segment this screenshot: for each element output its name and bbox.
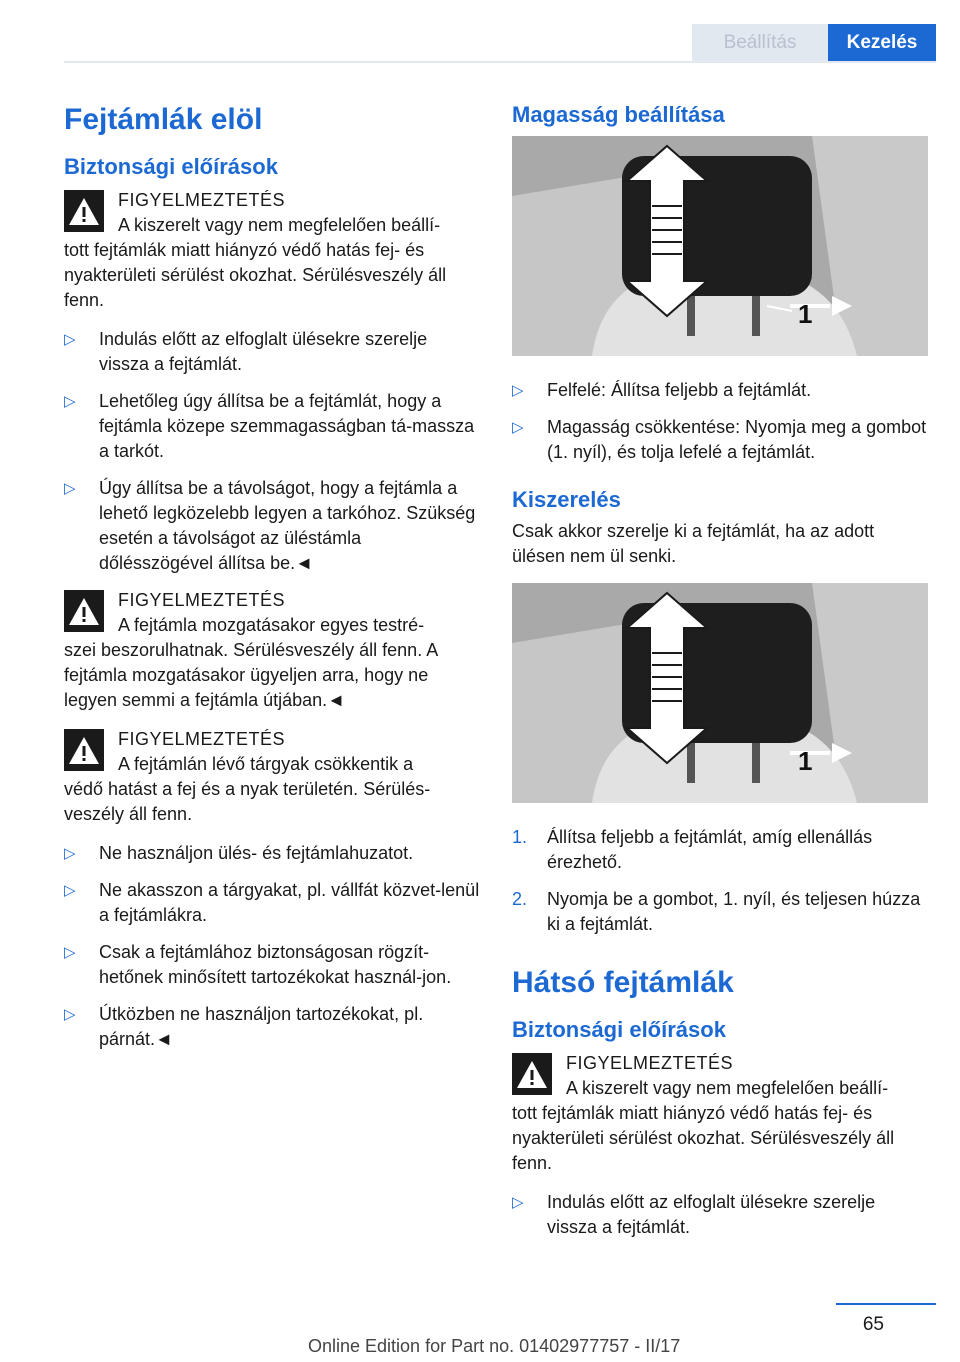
step-number: 2. [512,889,528,909]
tab-kezeles[interactable]: Kezelés [828,24,936,62]
warning-text: tott fejtámlák miatt hiányzó védő hatás fej- és nyakterületi sérülést okozhat. Sérülésveszély áll fenn. [64,240,447,310]
bullet-icon: ▷ [64,480,76,497]
warning-title: FIGYELMEZTETÉS [118,590,286,610]
warning-icon [512,1053,552,1095]
warning-icon [64,190,104,232]
warning-text: szei beszorulhatnak. Sérülésveszély áll fenn. A fejtámla mozgatásakor ügyeljen arra, hogy ne legyen semmi a fejtámla útjában.◄ [64,640,438,710]
warning-block [512,1051,928,1176]
bullet-icon: ▷ [64,1006,76,1023]
warning-title: FIGYELMEZTETÉS [118,729,286,749]
section-heading-removal: Kiszerelés [512,487,621,512]
section-title: Hátsó fejtámlák [512,966,734,999]
warning-block [64,727,480,827]
list-item: ▷ Úgy állítsa be a távolságot, hogy a fejtámla a lehető legközelebb legyen a tarkóhoz. Szükség esetén a távolságot az üléstámla dőlésszögével állítsa be.◄ [64,476,480,576]
header-divider [64,61,936,63]
header-tabs [692,24,936,62]
photo-callout-1: 1 [798,299,813,329]
section-subtitle: Biztonsági előírások [64,154,278,179]
warning-title: FIGYELMEZTETÉS [566,1053,734,1073]
photo-callout-1: 1 [798,746,813,776]
list-item: ▷ Ne használjon ülés- és fejtámlahuzatot. [64,841,480,866]
removal-text: Csak akkor szerelje ki a fejtámlát, ha az adott ülésen nem ül senki. [512,521,875,566]
warning-text-first: A kiszerelt vagy nem megfelelően beállí- [566,1078,889,1098]
bullet-icon: ▷ [64,845,76,862]
bullet-list [512,1190,928,1240]
warning-icon [64,729,104,771]
list-item: ▷ Ne akasszon a tárgyakat, pl. vállfát közvet-lenül a fejtámlákra. [64,878,480,928]
headrest-height-photo [512,136,928,356]
step-number: 1. [512,827,528,847]
list-item: 1. Állítsa feljebb a fejtámlát, amíg ellenállás érezhető. [512,825,928,875]
list-item: ▷ Magasság csökkentése: Nyomja meg a gombot (1. nyíl), és tolja lefelé a fejtámlát. [512,415,928,465]
list-item: ▷ Lehetőleg úgy állítsa be a fejtámlát, hogy a fejtámla közepe szemmagasságban tá-massza a tarkót. [64,389,480,464]
warning-block [64,588,480,713]
warning-text-first: A kiszerelt vagy nem megfelelően beállí- [118,215,441,235]
warning-text: védő hatást a fej és a nyak területén. Sérülés-veszély áll fenn. [64,779,431,824]
bullet-icon: ▷ [64,393,76,410]
list-item: ▷ Útközben ne használjon tartozékokat, pl. párnát.◄ [64,1002,480,1052]
list-item: 2. Nyomja be a gombot, 1. nyíl, és teljesen húzza ki a fejtámlát. [512,887,928,937]
page-number: 65 [862,1314,884,1335]
bullet-icon: ▷ [64,331,76,348]
headrest-removal-photo [512,583,928,803]
bullet-list [64,327,480,576]
bullet-icon: ▷ [512,1194,524,1211]
numbered-list [512,825,928,937]
warning-text-first: A fejtámla mozgatásakor egyes testré- [118,615,425,635]
warning-title: FIGYELMEZTETÉS [118,190,286,210]
warning-text-first: A fejtámlán lévő tárgyak csökkentik a [118,754,414,774]
warning-text: tott fejtámlák miatt hiányzó védő hatás fej- és nyakterületi sérülést okozhat. Sérülésveszély áll fenn. [512,1103,895,1173]
left-column [64,96,480,1064]
bullet-icon: ▷ [512,382,524,399]
bullet-icon: ▷ [64,944,76,961]
warning-icon [64,590,104,632]
list-item: ▷ Indulás előtt az elfoglalt ülésekre szerelje vissza a fejtámlát. [64,327,480,377]
section-heading-height: Magasság beállítása [512,102,725,127]
section-subtitle: Biztonsági előírások [512,1017,726,1042]
bullet-icon: ▷ [512,419,524,436]
list-item: ▷ Csak a fejtámlához biztonságosan rögzít-hetőnek minősített tartozékokat használ-jon. [64,940,480,990]
warning-block [64,188,480,313]
bullet-icon: ▷ [64,882,76,899]
bullet-list [64,841,480,1052]
tab-beallitas[interactable]: Beállítás [692,24,828,62]
footer-edition: Online Edition for Part no. 01402977757 - II/17 [308,1336,681,1356]
list-item: ▷ Indulás előtt az elfoglalt ülésekre szerelje vissza a fejtámlát. [512,1190,928,1240]
page-number-rule [836,1303,936,1305]
bullet-list [512,378,928,465]
section-title: Fejtámlák elöl [64,103,263,136]
right-column [512,96,928,1252]
list-item: ▷ Felfelé: Állítsa feljebb a fejtámlát. [512,378,928,403]
